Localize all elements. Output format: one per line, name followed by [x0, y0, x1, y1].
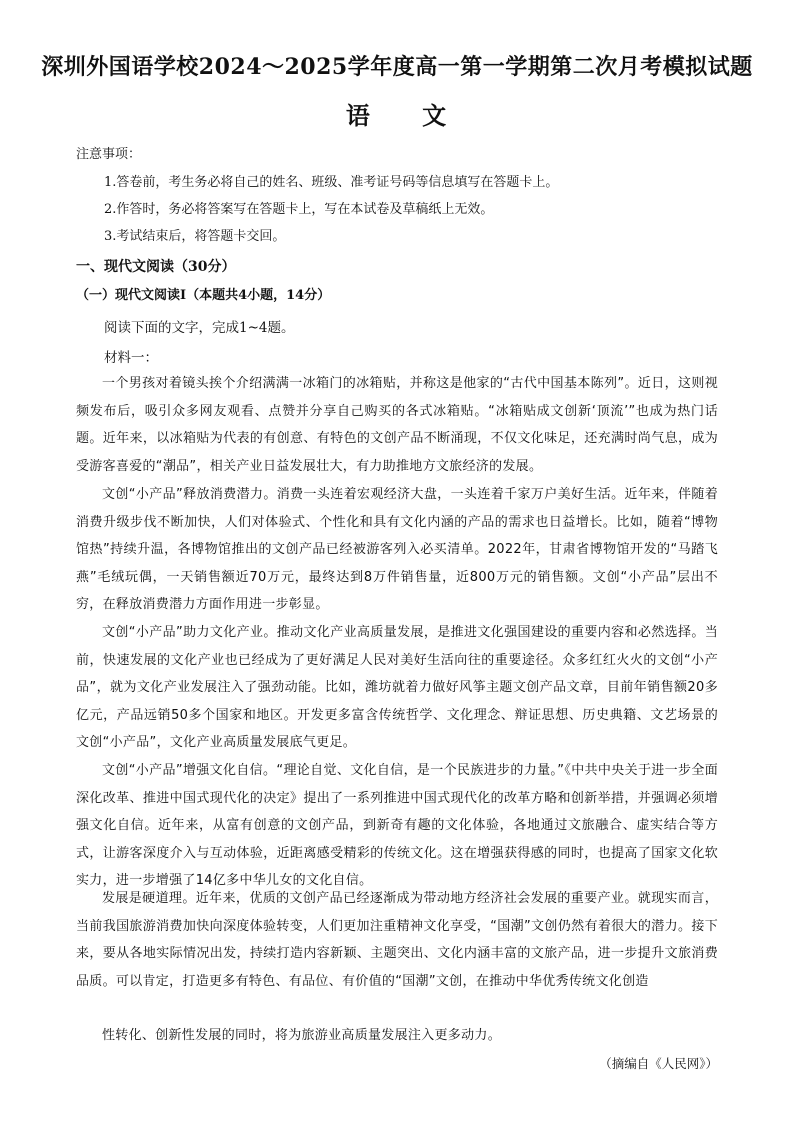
article-paragraph: 文创“小产品”释放消费潜力。消费一头连着宏观经济大盘，一头连着千家万户美好生活。近年来，伴随着消费升级步伐不断加快，人们对体验式、个性化和具有文化内涵的产品的需求也日益增长。比如，随着“博物馆热”持续升温，各博物馆推出的文创产品已经被游客列入必买清单。2022年，甘肃省博物馆开发的“马踏飞燕”毛绒玩偶，一天销售额近70万元，最终达到8万件销售量，近800万元的销售额。文创“小产品”层出不穷，在释放消费潜力方面作用进一步彰显。	[76, 487, 718, 612]
subsection-title: （一）现代文阅读Ⅰ（本题共4小题，14分）	[76, 288, 331, 303]
exam-title: 深圳外国语学校2024～2025学年度高一第一学期第二次月考模拟试题	[41, 54, 753, 80]
article-paragraph: 文创“小产品”助力文化产业。推动文化产业高质量发展，是推进文化强国建设的重要内容和必然选择。当前，快速发展的文化产业也已经成为了更好满足人民对美好生活向往的重要途径。众多红红火火的文创“小产品”，就为文化产业发展注入了强劲动能。比如，潍坊就着力做好风筝主题文创产品文章，目前年销售额20多亿元，产品远销50多个国家和地区。开发更多富含传统哲学、文化理念、辩证思想、历史典籍、文艺场景的文创“小产品”，文化产业高质量发展底气更足。	[76, 625, 718, 750]
notice-heading: 注意事项：	[76, 147, 142, 162]
section-title: 一、现代文阅读（30分）	[76, 259, 236, 275]
article-paragraph: 性转化、创新性发展的同时，将为旅游业高质量发展注入更多动力。	[102, 1028, 502, 1043]
notice-item: 1.答卷前，考生务必将自己的姓名、班级、准考证号码等信息填写在答题卡上。	[104, 175, 559, 190]
subject-title: 语 文	[345, 101, 449, 130]
material-label: 材料一：	[104, 350, 158, 366]
article-source: （摘编自《人民网》）	[599, 1056, 718, 1071]
reading-instruction: 阅读下面的文字，完成1~4题。	[104, 320, 295, 336]
notice-item: 3.考试结束后，将答题卡交回。	[104, 229, 286, 244]
article-paragraph: 文创“小产品”增强文化自信。“理论自觉、文化自信，是一个民族进步的力量。”《中共中央关于进一步全面深化改革、推进中国式现代化的决定》提出了一系列推进中国式现代化的改革方略和创新举措，并强调必须增强文化自信。近年来，从富有创意的文创产品，到新奇有趣的文化体验，各地通过文旅融合、虚实结合等方式，让游客深度介入与互动体验，近距离感受精彩的传统文化。这在增强获得感的同时，也提高了国家文化软实力，进一步增强了14亿多中华儿女的文化自信。	[76, 763, 718, 888]
article-paragraph: 发展是硬道理。近年来，优质的文创产品已经逐渐成为带动地方经济社会发展的重要产业。就现实而言，当前我国旅游消费加快向深度体验转变，人们更加注重精神文化享受，“国潮”文创仍然有着很大的潜力。接下来，要从各地实际情况出发，持续打造内容新颖、主题突出、文化内涵丰富的文旅产品，进一步提升文旅消费品质。可以肯定，打造更多有特色、有品位、有价值的“国潮”文创，在推动中华优秀传统文化创造	[76, 891, 718, 989]
article-paragraph: 一个男孩对着镜头挨个介绍满满一冰箱门的冰箱贴，并称这是他家的“古代中国基本陈列”。近日，这则视频发布后，吸引众多网友观看、点赞并分享自己购买的各式冰箱贴。“冰箱贴成文创新‘顶流’”也成为热门话题。近年来，以冰箱贴为代表的有创意、有特色的文创产品不断涌现，不仅文化味足，还充满时尚气息，成为受游客喜爱的“潮品”，相关产业日益发展壮大，有力助推地方文旅经济的发展。	[76, 376, 718, 474]
notice-item: 2.作答时，务必将答案写在答题卡上，写在本试卷及草稿纸上无效。	[104, 202, 494, 217]
